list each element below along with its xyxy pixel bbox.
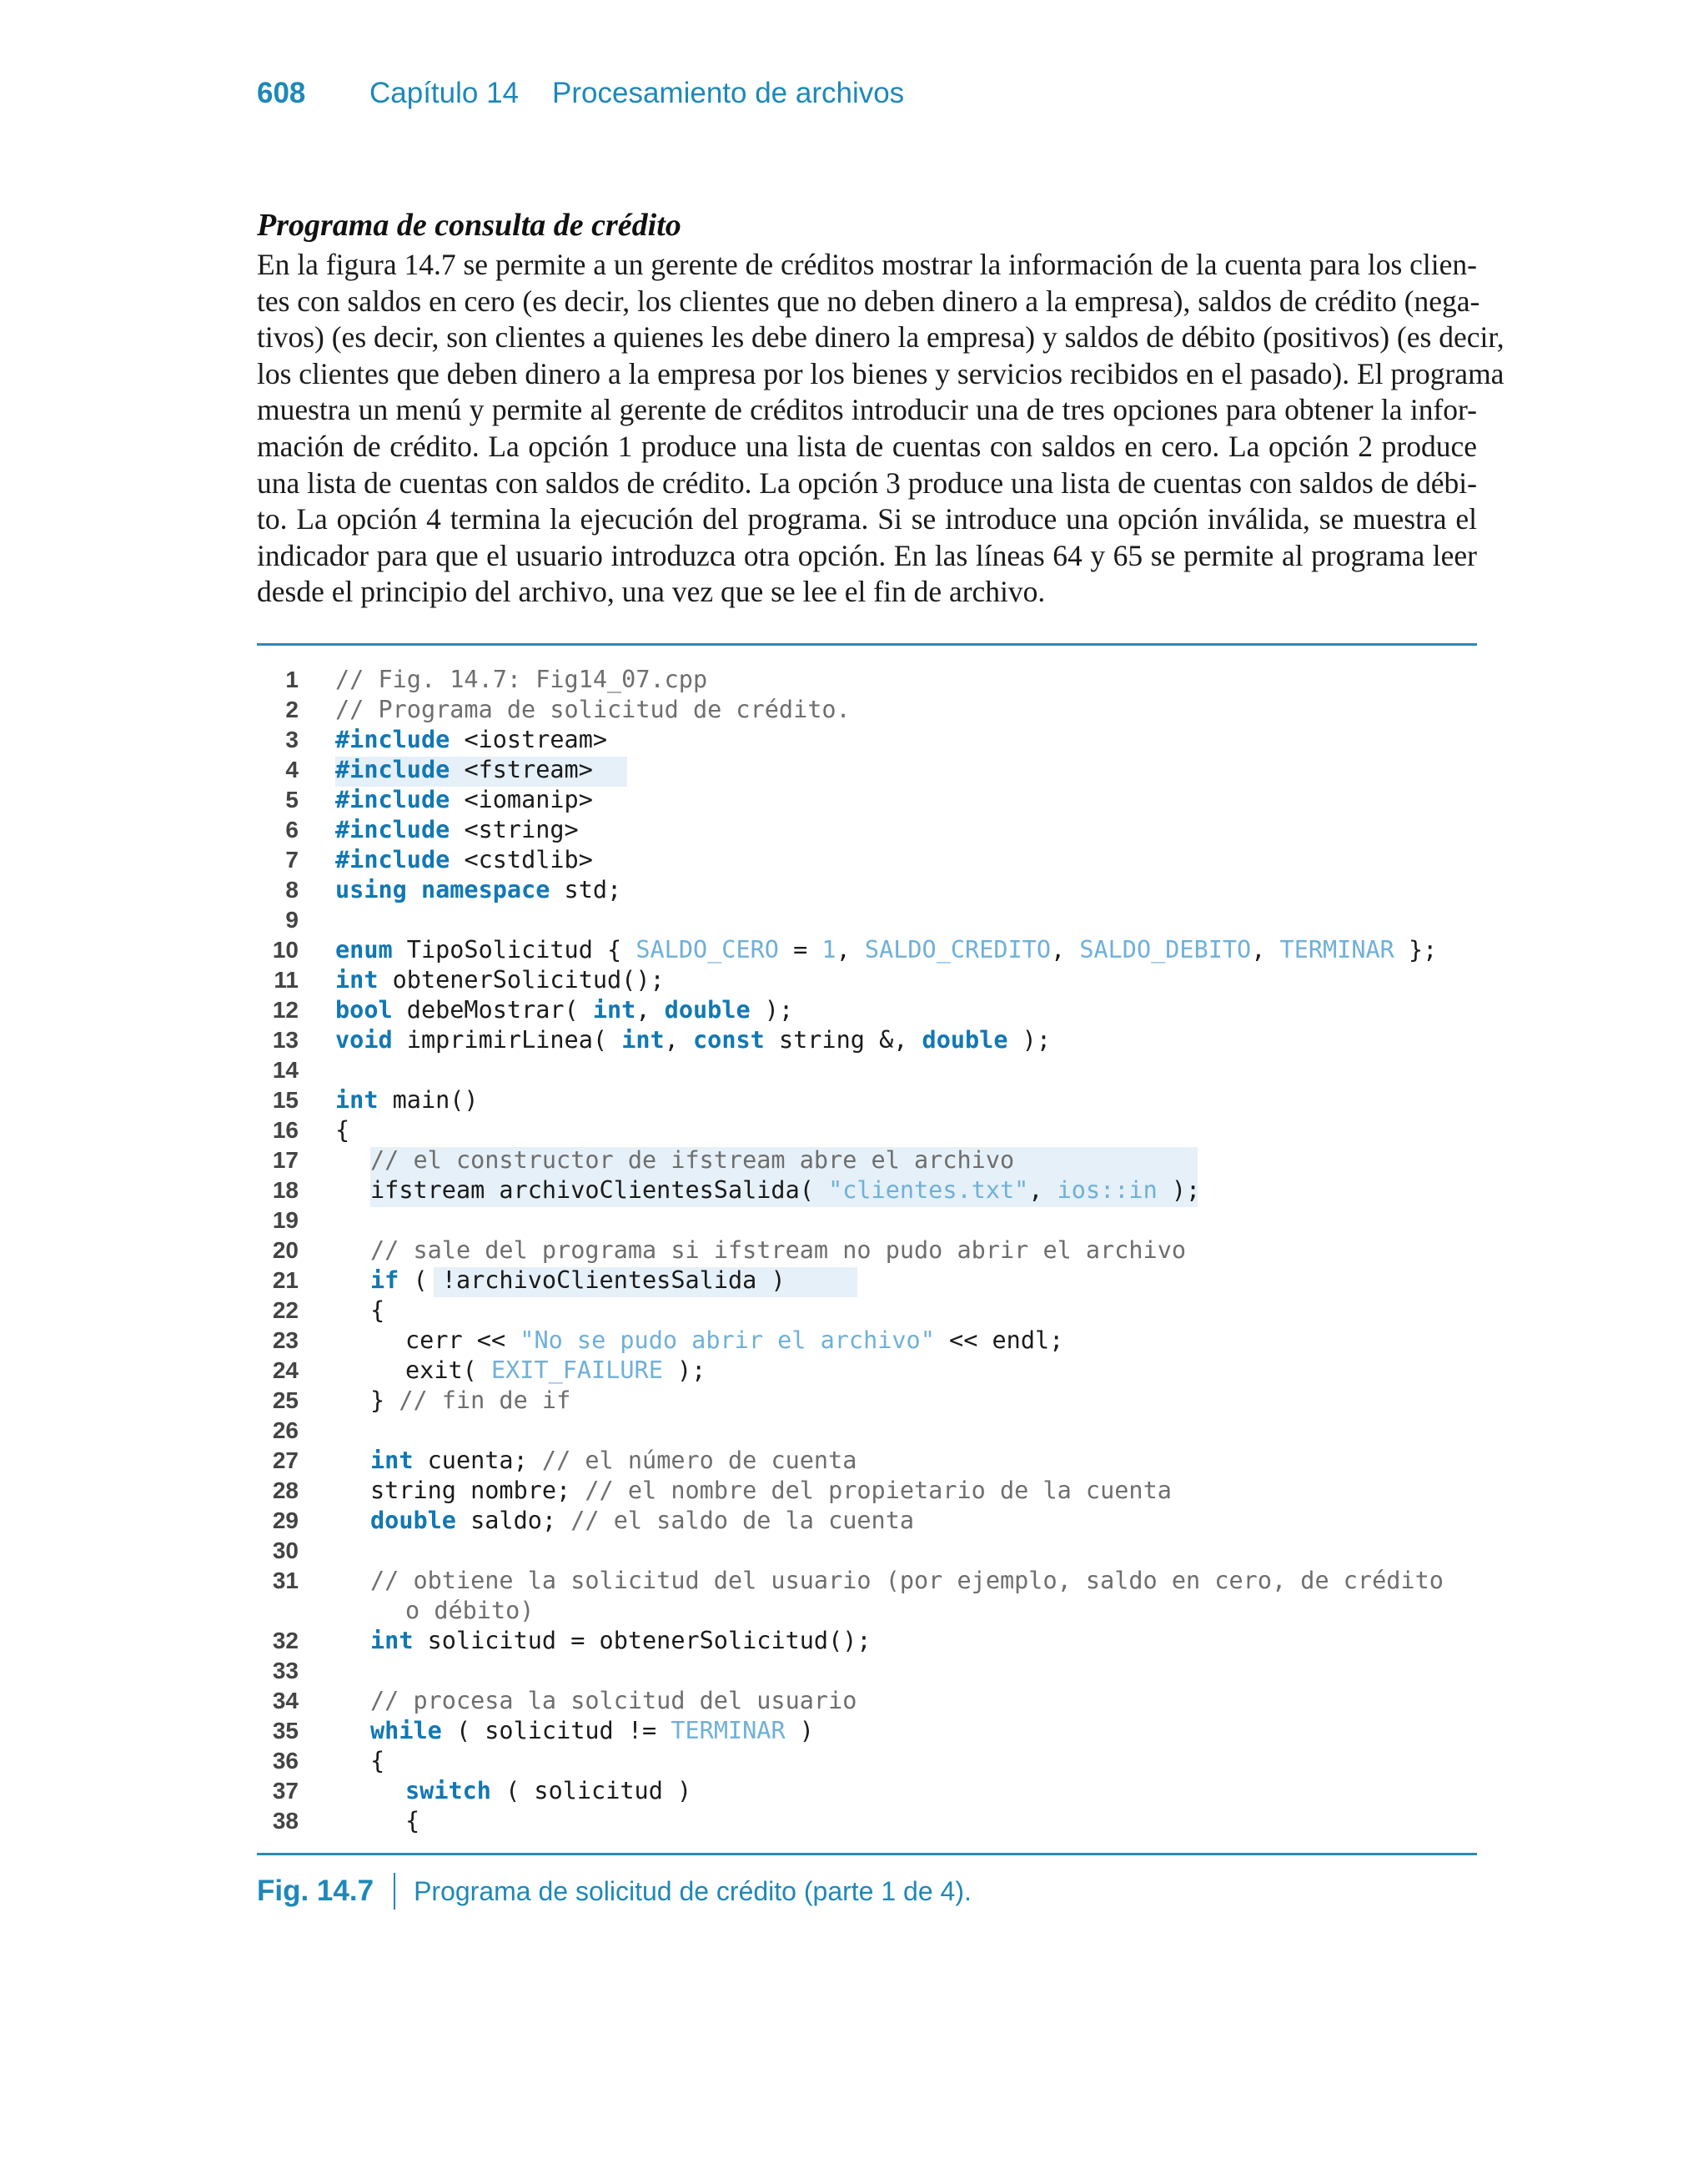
code-line [257, 1356, 1477, 1386]
code-token: // el número de cuenta [541, 1447, 857, 1474]
code-text [405, 1326, 1063, 1356]
code-line [257, 1596, 1477, 1626]
line-number: 30 [272, 1537, 299, 1563]
code-text [335, 665, 707, 695]
code-line [257, 1746, 1477, 1776]
line-number: 5 [285, 787, 299, 813]
code-token: // obtiene la solicitud del usuario (por ejemplo, saldo en cero, de crédito [370, 1567, 1444, 1594]
code-line [257, 1506, 1477, 1536]
code-text [335, 755, 593, 785]
line-number: 19 [272, 1207, 299, 1233]
line-number: 8 [285, 877, 299, 903]
section-title: Programa de consulta de crédito [257, 208, 681, 243]
line-number: 12 [272, 997, 299, 1023]
code-line [257, 1806, 1477, 1836]
code-token: main() [378, 1086, 479, 1114]
code-token: <string> [450, 816, 579, 843]
figure-caption [257, 1870, 972, 1912]
line-number: 34 [272, 1688, 299, 1714]
line-number: 36 [272, 1748, 299, 1774]
line-number: 2 [285, 697, 299, 722]
line-number: 32 [272, 1628, 299, 1653]
code-token: int [621, 1026, 665, 1054]
code-token: , [1028, 1176, 1057, 1204]
code-token: int [335, 966, 379, 994]
code-token: // fin de if [399, 1386, 571, 1414]
code-token: ); [1007, 1026, 1051, 1054]
paragraph-line: desde el principio del archivo, una vez que se lee el fin de archivo. [257, 575, 1046, 609]
code-token: void [335, 1026, 393, 1054]
code-token: ( !archivoClientesSalida ) [399, 1266, 786, 1294]
paragraph-line: indicador para que el usuario introduzca otra opción. En las líneas 64 y 65 se permite al programa leer [257, 538, 1477, 572]
code-token: bool [335, 996, 393, 1024]
code-line [257, 1296, 1477, 1326]
code-token: , [1251, 936, 1280, 964]
code-line [257, 1476, 1477, 1506]
code-token: // sale del programa si ifstream no pudo abrir el archivo [370, 1236, 1187, 1264]
code-top-rule [257, 643, 1477, 646]
chapter-title: Procesamiento de archivos [552, 77, 905, 109]
code-text [335, 965, 665, 995]
code-line [257, 845, 1477, 875]
code-token: { [370, 1296, 385, 1324]
code-line [257, 1416, 1477, 1446]
code-token: string &, [764, 1026, 922, 1054]
code-text [335, 815, 579, 845]
code-text [370, 1686, 857, 1716]
code-text [370, 1476, 1172, 1506]
code-text [335, 995, 793, 1025]
figure-label: Fig. 14.7 [257, 1875, 374, 1907]
code-token: TERMINAR [1279, 936, 1394, 964]
code-line [257, 1115, 1477, 1145]
line-number: 28 [272, 1477, 299, 1503]
line-number: 1 [285, 667, 299, 692]
code-token: int [592, 996, 636, 1024]
code-line [257, 1656, 1477, 1686]
code-line [257, 725, 1477, 755]
code-line [257, 1055, 1477, 1085]
code-line [257, 875, 1477, 905]
line-number: 38 [272, 1808, 299, 1834]
paragraph-line: En la figura 14.7 se permite a un gerente de créditos mostrar la información de la cuenta para los clien- [257, 248, 1477, 281]
code-text [335, 725, 607, 755]
line-number: 22 [272, 1297, 299, 1323]
line-number: 23 [272, 1327, 299, 1353]
code-text [370, 1296, 384, 1326]
line-number: 10 [272, 937, 299, 963]
code-token: obtenerSolicitud(); [378, 966, 665, 994]
code-token: , [836, 936, 865, 964]
code-line [257, 1326, 1477, 1356]
line-number: 13 [272, 1027, 299, 1053]
code-token: "clientes.txt" [828, 1176, 1029, 1204]
code-line [257, 755, 1477, 785]
caption-text: Programa de solicitud de crédito (parte 1 de 4). [414, 1875, 972, 1906]
code-token: double [370, 1507, 456, 1534]
code-token: SALDO_CERO [635, 936, 779, 964]
code-token: #include [335, 846, 450, 873]
line-number: 33 [272, 1658, 299, 1683]
line-number: 4 [285, 757, 299, 783]
code-token: string nombre; [370, 1477, 585, 1504]
code-token: // Programa de solicitud de crédito. [335, 696, 851, 723]
code-token: imprimirLinea( [392, 1026, 622, 1054]
paragraph-line: los clientes que deben dinero a la empresa por los bienes y servicios recibidos en el pasado). El programa [257, 356, 1505, 390]
code-token: double [922, 1026, 1008, 1054]
code-line [257, 1145, 1477, 1175]
code-token: <fstream> [450, 756, 593, 783]
code-token: #include [335, 756, 450, 783]
paragraph-line: to. La opción 4 termina la ejecución del programa. Si se introduce una opción inválida, se muestra el [257, 502, 1477, 536]
code-token: if [370, 1266, 399, 1294]
code-token: <iostream> [450, 726, 608, 753]
code-token: ) [785, 1717, 814, 1744]
code-text [370, 1145, 1014, 1175]
code-text [335, 695, 851, 725]
code-token: // procesa la solcitud del usuario [370, 1687, 857, 1714]
code-token: // el nombre del propietario de la cuenta [585, 1477, 1172, 1504]
code-text [405, 1356, 706, 1386]
code-token: debeMostrar( [392, 996, 593, 1024]
code-token: , [664, 1026, 693, 1054]
code-token: // el saldo de la cuenta [570, 1507, 915, 1534]
code-line [257, 1025, 1477, 1055]
code-line [257, 1205, 1477, 1235]
code-token: ifstream archivoClientesSalida( [370, 1176, 829, 1204]
code-bottom-rule [257, 1853, 1477, 1855]
code-token: TERMINAR [671, 1717, 786, 1744]
code-listing [257, 665, 1477, 1836]
code-line [257, 995, 1477, 1025]
code-token: solicitud = obtenerSolicitud(); [413, 1627, 872, 1654]
line-number: 26 [272, 1417, 299, 1443]
code-token: int [370, 1627, 414, 1654]
code-text [405, 1776, 691, 1806]
code-token: switch [405, 1777, 491, 1804]
code-token: SALDO_DEBITO [1079, 936, 1252, 964]
code-line [257, 1536, 1477, 1566]
code-token: ); [750, 996, 794, 1024]
code-token: while [370, 1717, 442, 1744]
code-token: exit( [405, 1356, 491, 1384]
code-text [335, 845, 593, 875]
code-token: { [370, 1747, 385, 1774]
body-paragraph [257, 247, 1505, 611]
code-line [257, 785, 1477, 815]
code-text [335, 875, 621, 905]
code-text [335, 1115, 349, 1145]
code-token: #include [335, 786, 450, 813]
code-line [257, 695, 1477, 725]
code-token: <cstdlib> [450, 846, 593, 873]
code-token: , [1050, 936, 1080, 964]
line-number: 7 [285, 847, 299, 873]
code-line [257, 905, 1477, 935]
code-text [370, 1566, 1444, 1596]
code-token: TipoSolicitud { [392, 936, 636, 964]
code-text [370, 1716, 814, 1746]
code-token: // el constructor de ifstream abre el archivo [370, 1146, 1015, 1174]
paragraph-line: tes con saldos en cero (es decir, los clientes que no deben dinero a la empresa), saldos de crédito (nega- [257, 284, 1480, 318]
code-text [405, 1596, 534, 1626]
code-text [370, 1266, 786, 1296]
code-token: , [635, 996, 665, 1024]
code-line [257, 1446, 1477, 1476]
code-token: }; [1394, 936, 1438, 964]
code-text [370, 1235, 1186, 1266]
code-token: // Fig. 14.7: Fig14_07.cpp [335, 666, 708, 693]
code-token: saldo; [455, 1507, 571, 1534]
line-number: 29 [272, 1507, 299, 1533]
line-number: 31 [272, 1568, 299, 1593]
code-token: ( solicitud ) [490, 1777, 692, 1804]
code-text [370, 1506, 914, 1536]
code-token: double [664, 996, 751, 1024]
code-line [257, 815, 1477, 845]
code-token: "No se pudo abrir el archivo" [520, 1326, 935, 1354]
paragraph-line: tivos) (es decir, son clientes a quienes les debe dinero la empresa) y saldos de débito (positivos) (es decir, [257, 320, 1505, 355]
line-number: 27 [272, 1447, 299, 1473]
code-token: <iomanip> [450, 786, 593, 813]
line-number: 20 [272, 1237, 299, 1263]
line-number: 17 [272, 1147, 299, 1173]
code-token: int [335, 1086, 379, 1114]
code-text [370, 1175, 1200, 1205]
code-text [335, 1085, 479, 1115]
paragraph-line: muestra un menú y permite al gerente de créditos introducir una de tres opciones para obtener la infor- [257, 393, 1477, 427]
code-token: #include [335, 816, 450, 843]
line-number: 3 [285, 727, 299, 752]
code-token: ios::in [1057, 1176, 1158, 1204]
line-number: 15 [272, 1087, 299, 1113]
code-text [335, 935, 1437, 965]
code-token: { [405, 1807, 420, 1834]
paragraph-line: mación de crédito. La opción 1 produce una lista de cuentas con saldos en cero. La opción 2 produce [257, 429, 1477, 463]
code-token: #include [335, 726, 450, 753]
code-line [257, 965, 1477, 995]
code-line [257, 1175, 1477, 1205]
code-line [257, 1686, 1477, 1716]
running-head [257, 77, 904, 118]
code-token: << endl; [934, 1326, 1064, 1354]
code-line [257, 1085, 1477, 1115]
code-line [257, 1626, 1477, 1656]
caption-separator [394, 1873, 395, 1910]
line-number: 14 [272, 1057, 299, 1083]
page-number: 608 [257, 77, 306, 109]
code-token: cuenta; [413, 1447, 542, 1474]
code-text [335, 785, 593, 815]
code-token: 1 [821, 936, 836, 964]
line-number: 21 [272, 1267, 299, 1293]
line-number: 25 [272, 1387, 299, 1413]
line-number: 35 [272, 1718, 299, 1744]
code-line [257, 665, 1477, 695]
code-text [405, 1806, 419, 1836]
code-line [257, 1776, 1477, 1806]
code-text [370, 1386, 570, 1416]
line-number: 37 [272, 1778, 299, 1804]
code-text [370, 1746, 384, 1776]
code-line [257, 1235, 1477, 1266]
code-text [370, 1446, 857, 1476]
code-line [257, 1266, 1477, 1296]
code-token: EXIT_FAILURE [490, 1356, 663, 1384]
code-token: cerr << [405, 1326, 520, 1354]
code-line [257, 1716, 1477, 1746]
code-token: o débito) [405, 1597, 535, 1624]
chapter-label: Capítulo 14 [369, 77, 520, 109]
code-text [335, 1025, 1051, 1055]
paragraph-line: una lista de cuentas con saldos de crédito. La opción 3 produce una lista de cuentas con saldos de débi- [257, 465, 1477, 500]
code-token: SALDO_CREDITO [864, 936, 1051, 964]
code-token: = [778, 936, 822, 964]
code-text [370, 1626, 872, 1656]
code-token: const [693, 1026, 765, 1054]
code-token: { [335, 1116, 350, 1144]
code-token: std; [550, 876, 622, 903]
line-number: 9 [285, 907, 299, 933]
line-number: 6 [285, 817, 299, 843]
line-number: 24 [272, 1357, 299, 1383]
code-token: enum [335, 936, 393, 964]
line-number: 18 [272, 1177, 299, 1203]
line-number: 11 [274, 967, 299, 993]
code-line [257, 935, 1477, 965]
code-token: using namespace [335, 876, 550, 903]
code-token: int [370, 1447, 414, 1474]
line-number: 16 [272, 1117, 299, 1143]
code-token: } [370, 1386, 399, 1414]
code-token: ); [1157, 1176, 1201, 1204]
code-line [257, 1386, 1477, 1416]
code-line [257, 1566, 1477, 1596]
code-token: ( solicitud != [441, 1717, 671, 1744]
code-token: ); [662, 1356, 706, 1384]
